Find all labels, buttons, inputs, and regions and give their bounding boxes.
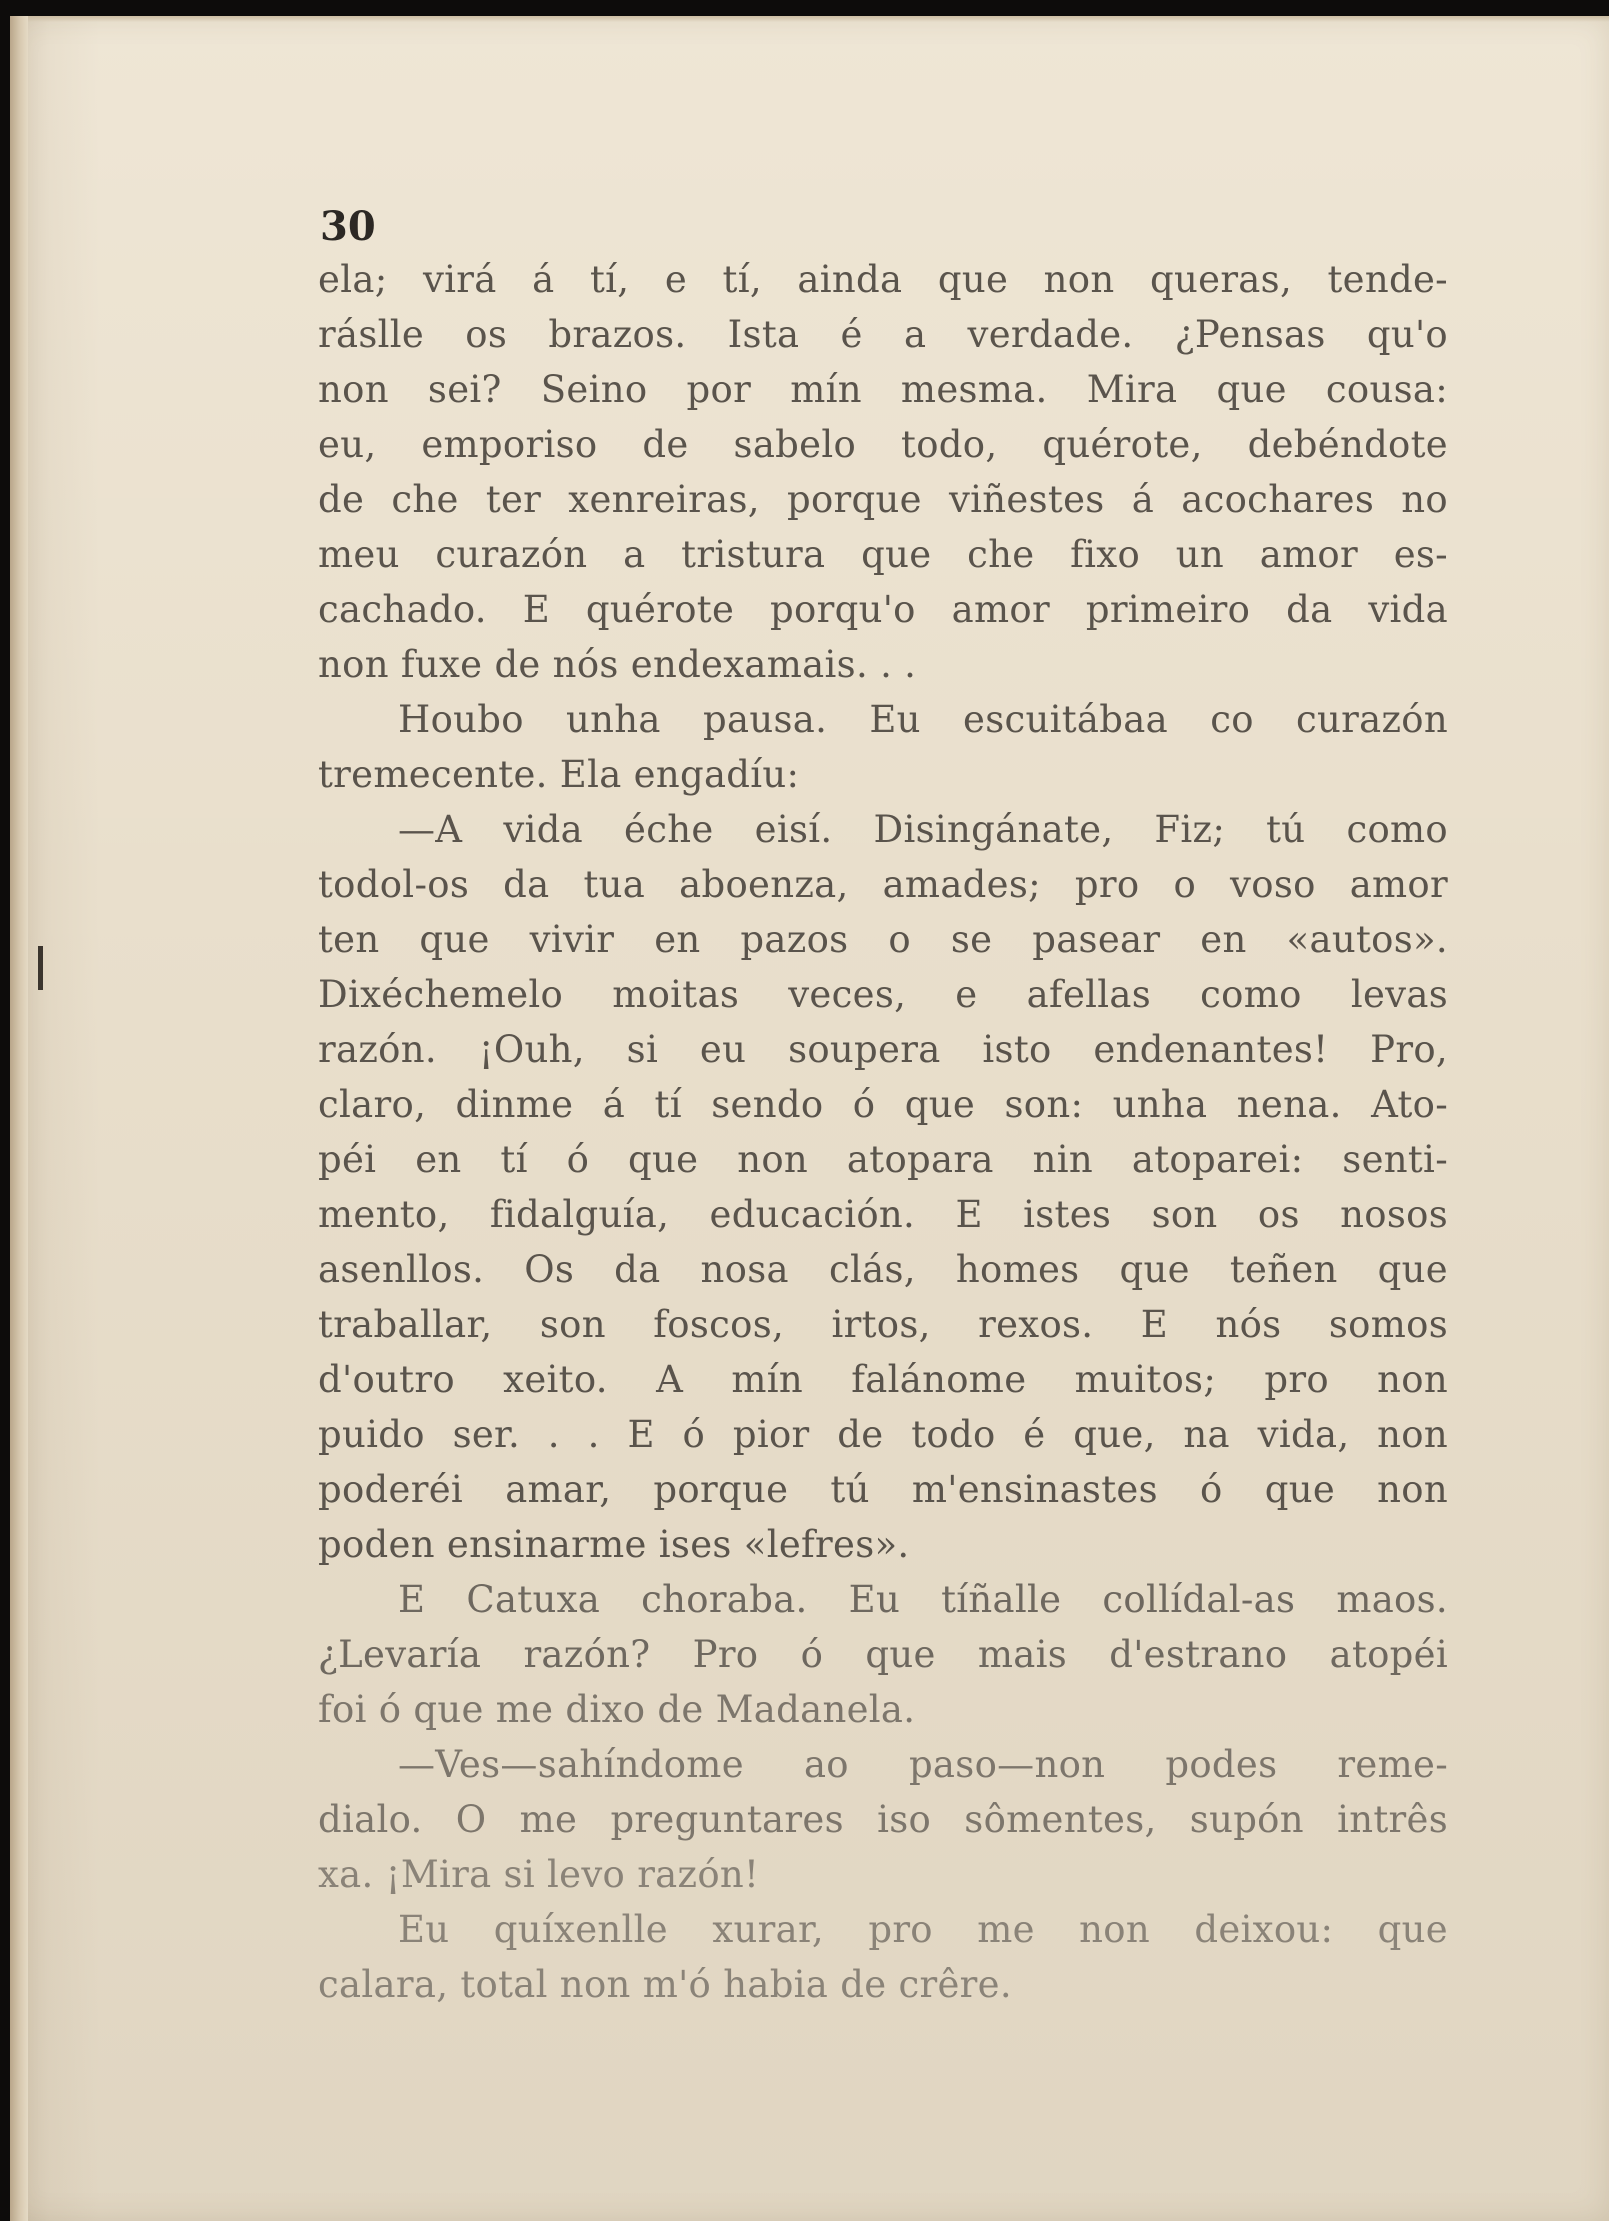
text-line: foi ó que me dixo de Madanela. (318, 1688, 916, 1731)
paragraph-start-line: —A vida éche eisí. Disingánate, Fiz; tú como (398, 808, 1448, 851)
paragraph-start-line: Houbo unha pausa. Eu escuitábaa co curazón (398, 698, 1448, 741)
text-line: ela; virá á tí, e tí, ainda que non queras, tende- (318, 258, 1448, 301)
text-line: non fuxe de nós endexamais. . . (318, 643, 917, 686)
text-line: poden ensinarme ises «lefres». (318, 1523, 910, 1566)
text-line: dialo. O me preguntares iso sômentes, supón intrês (318, 1798, 1448, 1841)
text-line: asenllos. Os da nosa clás, homes que teñen que (318, 1248, 1448, 1291)
text-line: péi en tí ó que non atopara nin atoparei: senti- (318, 1138, 1448, 1181)
text-line: mento, fidalguía, educación. E istes son os nosos (318, 1193, 1448, 1236)
text-line: traballar, son foscos, irtos, rexos. E nós somos (318, 1303, 1448, 1346)
paragraph-start-line: E Catuxa choraba. Eu tíñalle collídal-as maos. (398, 1578, 1448, 1621)
text-line: cachado. E quérote porqu'o amor primeiro da vida (318, 588, 1448, 631)
paragraph-start-line: Eu quíxenlle xurar, pro me non deixou: que (398, 1908, 1448, 1951)
margin-mark (38, 946, 43, 990)
book-page (10, 16, 1609, 2221)
text-line: tremecente. Ela engadíu: (318, 753, 800, 796)
page-top-edge (28, 16, 1609, 22)
text-line: puido ser. . . E ó pior de todo é que, na vida, non (318, 1413, 1448, 1456)
page-spine-edge (10, 16, 28, 2221)
text-line: xa. ¡Mira si levo razón! (318, 1853, 760, 1896)
text-line: ¿Levaría razón? Pro ó que mais d'estrano atopéi (318, 1633, 1448, 1676)
page-number: 30 (320, 203, 376, 250)
text-line: de che ter xenreiras, porque viñestes á acochares no (318, 478, 1448, 521)
text-line: ten que vivir en pazos o se pasear en «autos». (318, 918, 1448, 961)
page-text-block (318, 202, 1448, 2012)
paragraph-start-line: —Ves—sahíndome ao paso—non podes reme- (398, 1743, 1448, 1786)
text-line: todol-os da tua aboenza, amades; pro o voso amor (318, 863, 1448, 906)
text-line: calara, total non m'ó habia de crêre. (318, 1963, 1012, 2006)
text-line: poderéi amar, porque tú m'ensinastes ó que non (318, 1468, 1448, 1511)
text-line: eu, emporiso de sabelo todo, quérote, debéndote (318, 423, 1448, 466)
text-line: claro, dinme á tí sendo ó que son: unha nena. Ato- (318, 1083, 1448, 1126)
text-line: meu curazón a tristura que che fixo un amor es- (318, 533, 1448, 576)
text-line: ráslle os brazos. Ista é a verdade. ¿Pensas qu'o (318, 313, 1448, 356)
text-line: Dixéchemelo moitas veces, e afellas como levas (318, 973, 1448, 1016)
text-line: razón. ¡Ouh, si eu soupera isto endenantes! Pro, (318, 1028, 1448, 1071)
text-line: d'outro xeito. A mín falánome muitos; pro non (318, 1358, 1448, 1401)
text-line: non sei? Seino por mín mesma. Mira que cousa: (318, 368, 1448, 411)
